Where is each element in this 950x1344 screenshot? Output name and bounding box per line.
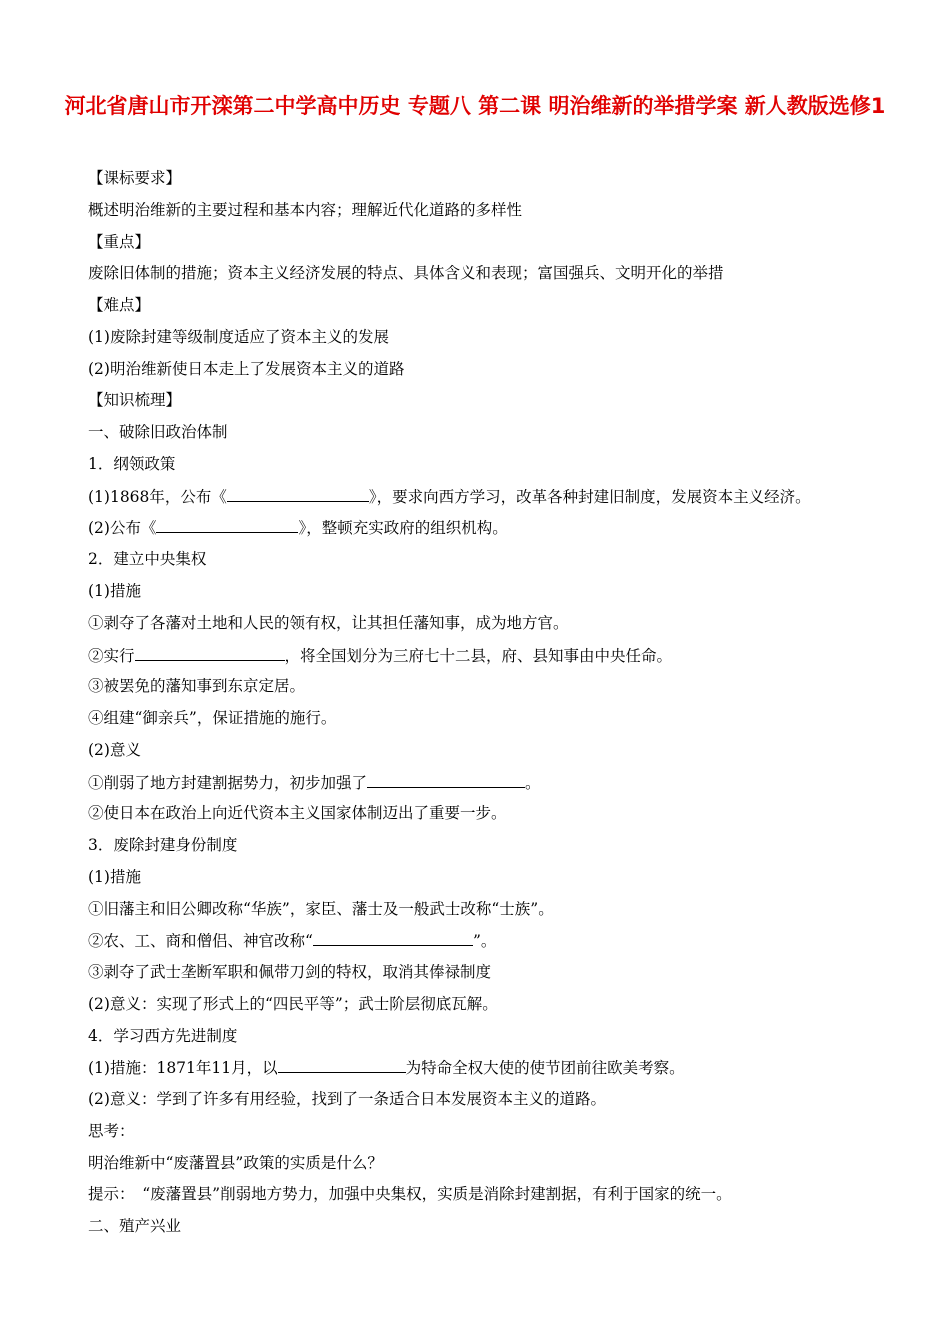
- text-line: 明治维新中“废藩置县”政策的实质是什么？: [88, 1154, 383, 1172]
- section-heading: 【课标要求】: [88, 169, 182, 187]
- text-line: (2)意义：实现了形式上的“四民平等”；武士阶层彻底瓦解。: [88, 995, 498, 1013]
- fill-in-line: [88, 517, 508, 538]
- text-line: ④组建“御亲兵”，保证措施的施行。: [88, 709, 337, 727]
- line-text: ②农、工、商和僧侣、神官改称“: [88, 932, 313, 950]
- text-line: (1)措施: [88, 868, 141, 886]
- fill-in-line: [88, 645, 672, 666]
- section-heading: 【重点】: [88, 233, 151, 251]
- line-text: 为特命全权大使的使节团前往欧美考察。: [405, 1059, 685, 1077]
- section-heading: 【知识梳理】: [88, 391, 182, 409]
- text-line: 1．纲领政策: [88, 455, 176, 473]
- line-text: ，将全国划分为三府七十二县，府、县知事由中央任命。: [284, 647, 673, 665]
- text-line: ②使日本在政治上向近代资本主义国家体制迈出了重要一步。: [88, 804, 507, 822]
- line-text: 》，要求向西方学习，改革各种封建旧制度，发展资本主义经济。: [368, 488, 811, 506]
- text-line: (2)明治维新使日本走上了发展资本主义的道路: [88, 360, 405, 378]
- section-heading: 【难点】: [88, 296, 151, 314]
- line-text: ”。: [472, 932, 497, 950]
- line-text: (2)公布《: [88, 519, 157, 537]
- text-line: 提示： “废藩置县”削弱地方势力，加强中央集权，实质是消除封建割据，有利于国家的统一。: [88, 1185, 732, 1203]
- line-text: 。: [525, 774, 541, 792]
- answer-blank[interactable]: [367, 772, 525, 788]
- text-line: 思考：: [88, 1122, 135, 1140]
- text-line: (1)废除封建等级制度适应了资本主义的发展: [88, 328, 389, 346]
- answer-blank[interactable]: [227, 486, 369, 502]
- line-text: ①削弱了地方封建割据势力，初步加强了: [88, 774, 368, 792]
- fill-in-line: [88, 930, 496, 951]
- fill-in-line: [88, 1057, 685, 1078]
- fill-in-line: [88, 486, 811, 507]
- answer-blank[interactable]: [135, 645, 285, 661]
- line-text: (1)1868年，公布《: [88, 488, 227, 506]
- text-line: (2)意义: [88, 741, 141, 759]
- text-line: 废除旧体制的措施；资本主义经济发展的特点、具体含义和表现；富国强兵、文明开化的举措: [88, 264, 724, 282]
- section-heading: 二、殖产兴业: [88, 1217, 182, 1235]
- text-line: ①旧藩主和旧公卿改称“华族”，家臣、藩士及一般武士改称“士族”。: [88, 900, 554, 918]
- text-line: ③被罢免的藩知事到东京定居。: [88, 677, 306, 695]
- answer-blank[interactable]: [313, 930, 473, 946]
- text-line: ③剥夺了武士垄断军职和佩带刀剑的特权，取消其俸禄制度: [88, 963, 492, 981]
- text-line: 2．建立中央集权: [88, 550, 207, 568]
- text-line: (2)意义：学到了许多有用经验，找到了一条适合日本发展资本主义的道路。: [88, 1090, 606, 1108]
- text-line: (1)措施: [88, 582, 141, 600]
- line-text: 》，整顿充实政府的组织机构。: [298, 519, 508, 537]
- text-line: 3．废除封建身份制度: [88, 836, 238, 854]
- text-line: ①剥夺了各藩对土地和人民的领有权，让其担任藩知事，成为地方官。: [88, 614, 569, 632]
- fill-in-line: [88, 772, 541, 793]
- line-text: (1)措施：1871年11月，以: [88, 1059, 278, 1077]
- page-title: 河北省唐山市开滦第二中学高中历史 专题八 第二课 明治维新的举措学案 新人教版选修1: [64, 94, 886, 118]
- line-text: ②实行: [88, 647, 135, 665]
- text-line: 概述明治维新的主要过程和基本内容；理解近代化道路的多样性: [88, 201, 523, 219]
- answer-blank[interactable]: [156, 517, 298, 533]
- answer-blank[interactable]: [278, 1057, 406, 1073]
- text-line: 一、破除旧政治体制: [88, 423, 228, 441]
- text-line: 4．学习西方先进制度: [88, 1027, 238, 1045]
